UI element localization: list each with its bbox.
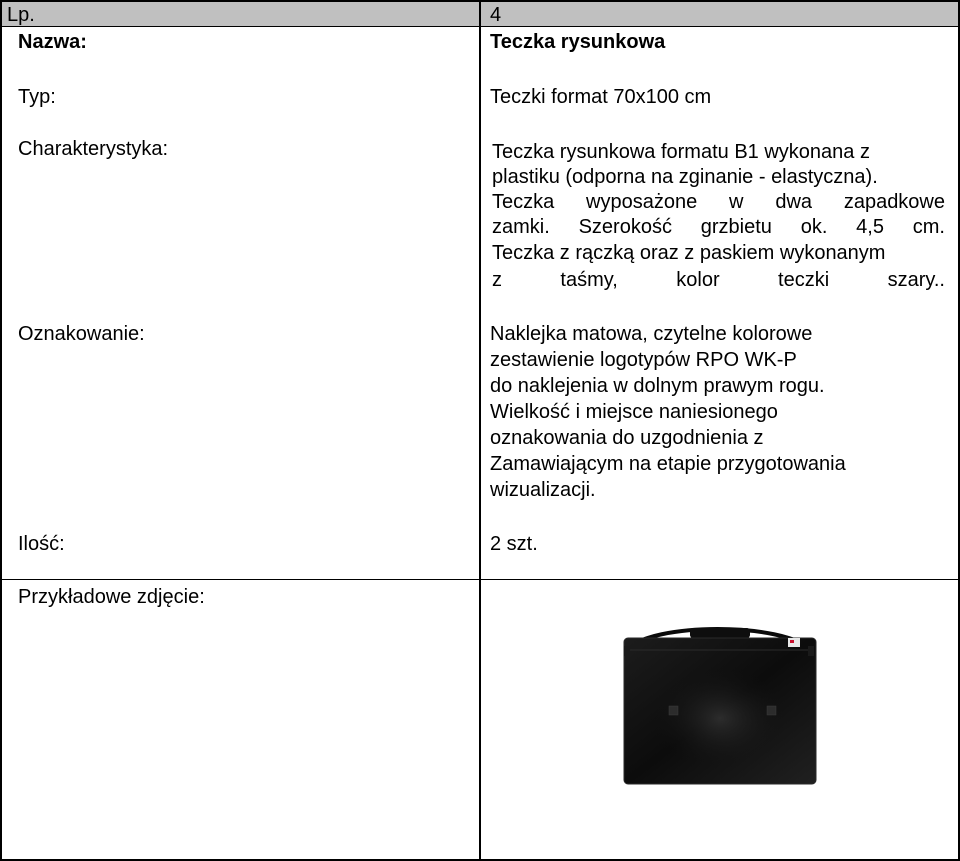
marking-label: Oznakowanie: — [18, 323, 145, 345]
handle — [690, 628, 750, 638]
marking-line: do naklejenia w dolnym prawym rogu. — [490, 375, 825, 397]
characteristics-line: plastiku (odporna na zginanie - elastyczna). — [492, 166, 878, 188]
quantity-value: 2 szt. — [490, 533, 538, 555]
lp-label: Lp. — [7, 4, 35, 26]
marking-line: oznakowania do uzgodnienia z — [490, 427, 764, 449]
characteristics-label: Charakterystyka: — [18, 138, 169, 160]
name-value: Teczka rysunkowa — [490, 31, 666, 53]
border-left — [0, 0, 2, 861]
marking-line: Zamawiającym na etapie przygotowania — [490, 453, 846, 475]
column-divider — [479, 0, 481, 861]
marking-line: zestawienie logotypów RPO WK-P — [490, 349, 797, 371]
marking-line: Wielkość i miejsce naniesionego — [490, 401, 778, 423]
characteristics-line: zamki. Szerokość grzbietu ok. 4,5 cm. — [492, 216, 945, 238]
portfolio-photo — [612, 620, 826, 786]
clasp-right — [767, 706, 776, 715]
photo-label: Przykładowe zdjęcie: — [18, 586, 205, 608]
lp-value: 4 — [490, 4, 502, 26]
row-divider-photo — [0, 579, 960, 580]
name-label: Nazwa: — [18, 31, 87, 53]
type-label: Typ: — [18, 86, 56, 108]
characteristics-line: z taśmy, kolor teczki szary.. — [492, 269, 945, 291]
characteristics-line: Teczka wyposażone w dwa zapadkowe — [492, 191, 945, 213]
clasp-left — [669, 706, 678, 715]
marking-line: wizualizacji. — [490, 479, 596, 501]
characteristics-line: Teczka z rączką oraz z paskiem wykonanym — [492, 242, 886, 264]
row-divider-name — [0, 26, 960, 27]
characteristics-line: Teczka rysunkowa formatu B1 wykonana z — [492, 141, 870, 163]
quantity-label: Ilość: — [18, 533, 65, 555]
type-value: Teczki format 70x100 cm — [490, 86, 712, 108]
marking-line: Naklejka matowa, czytelne kolorowe — [490, 323, 813, 345]
